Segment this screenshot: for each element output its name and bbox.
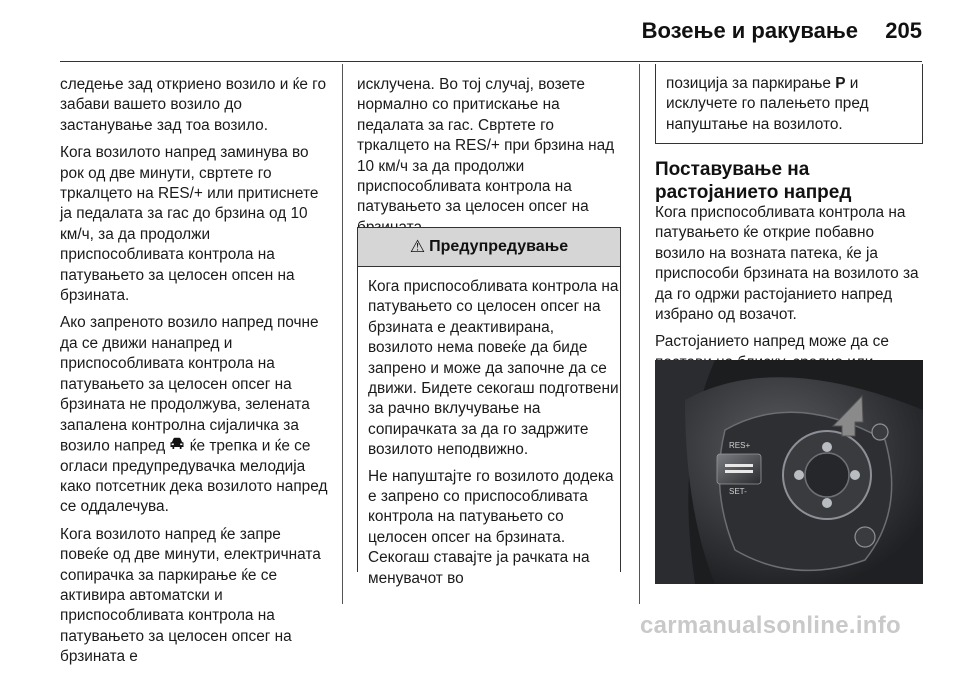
paragraph-text: Ако запреното возило напред почне да се движи нанапред и приспособливата контрола на патувањето за целосен опсег на брзината не продолжува, зелената запалена контролна сијаличка за возило напред [60,314,319,455]
paragraph: исклучена. Во тој случај, возете нормално со притискање на педалата за гас. Свртете го тркалцето на RES/+ при брзина над 10 км/ч за да продолжи приспособливата контрола на патувањето за целосен опсег на [357,76,615,216]
paragraph-text: ќе трепка и ќе се огласи предупредувачка мелодија како потсетник дека возилото напред се оддалечува. [60,437,328,516]
paragraph: Кога возилото напред заминува во рок од две минути, свртете го тркалцето на RES/+ или притиснете ја педалата за гас до брзина од 10 км/ч, за да продолжи приспособливата контрола на патувањето за целосен опсен на брзината. [60,144,319,305]
text-column-1 [60,75,332,675]
section-heading: Поставување на растојанието напред [655,159,852,203]
warning-body [358,267,620,589]
column-divider-left [342,64,343,604]
paragraph-text: и исклучете го палењето пред напуштање на возилото. [666,75,869,133]
paragraph: Кога приспособливата контрола на патувањето со целосен опсег на брзината е деактивирана, возилото нема повеќе да биде запрено и може да започне да се движи. Бидете секогаш подготвени за рачно вклучување на сопирачката за да го задржите возилото неподвижно. [368,278,619,459]
warning-title: Предупредување [429,238,569,255]
park-position-label: P [835,75,846,92]
res-button-label: RES+ [729,441,751,450]
paragraph-text: позиција за паркирање [666,75,831,92]
paragraph: Кога приспособливата контрола на патувањето ќе открие побавно возило на возната патека, ќе ја приспособи брзината на возилото за да го одржи растојанието напред избрано од возачот. [655,204,919,324]
warning-continuation-box [655,64,923,144]
column-divider-right [639,64,640,604]
paragraph: Кога возилото напред ќе запре повеќе од две минути, електричната сопирачка за паркирање ќе се активира автоматски и приспособливата контрола на патувањето за целосен опсег на брзината е [60,525,321,666]
watermark: carmanualsonline.info [640,612,902,639]
paragraph [60,313,332,517]
set-button-label: SET- [729,487,747,496]
steering-wheel-controls-photo [655,360,923,584]
text-column-2 [357,75,623,245]
paragraph: Растојанието напред може да се [655,333,889,351]
header-rule [60,61,922,62]
warning-box [357,227,621,587]
warning-header [358,228,620,267]
page-number: 205 [885,18,922,43]
warning-triangle-icon: ⚠ [409,237,426,256]
paragraph: Не напуштајте го возилото додека е запрено со приспособливата контрола на патувањето со целосен опсег на брзината. Секогаш ставајте ја рачката на менувачот во [368,467,614,587]
page-header-title: Возење и ракување [641,18,858,43]
vehicle-ahead-icon [169,436,185,456]
paragraph: следење зад откриено возило и ќе го забави вашето возило до застанување зад тоа возило. [60,76,327,134]
